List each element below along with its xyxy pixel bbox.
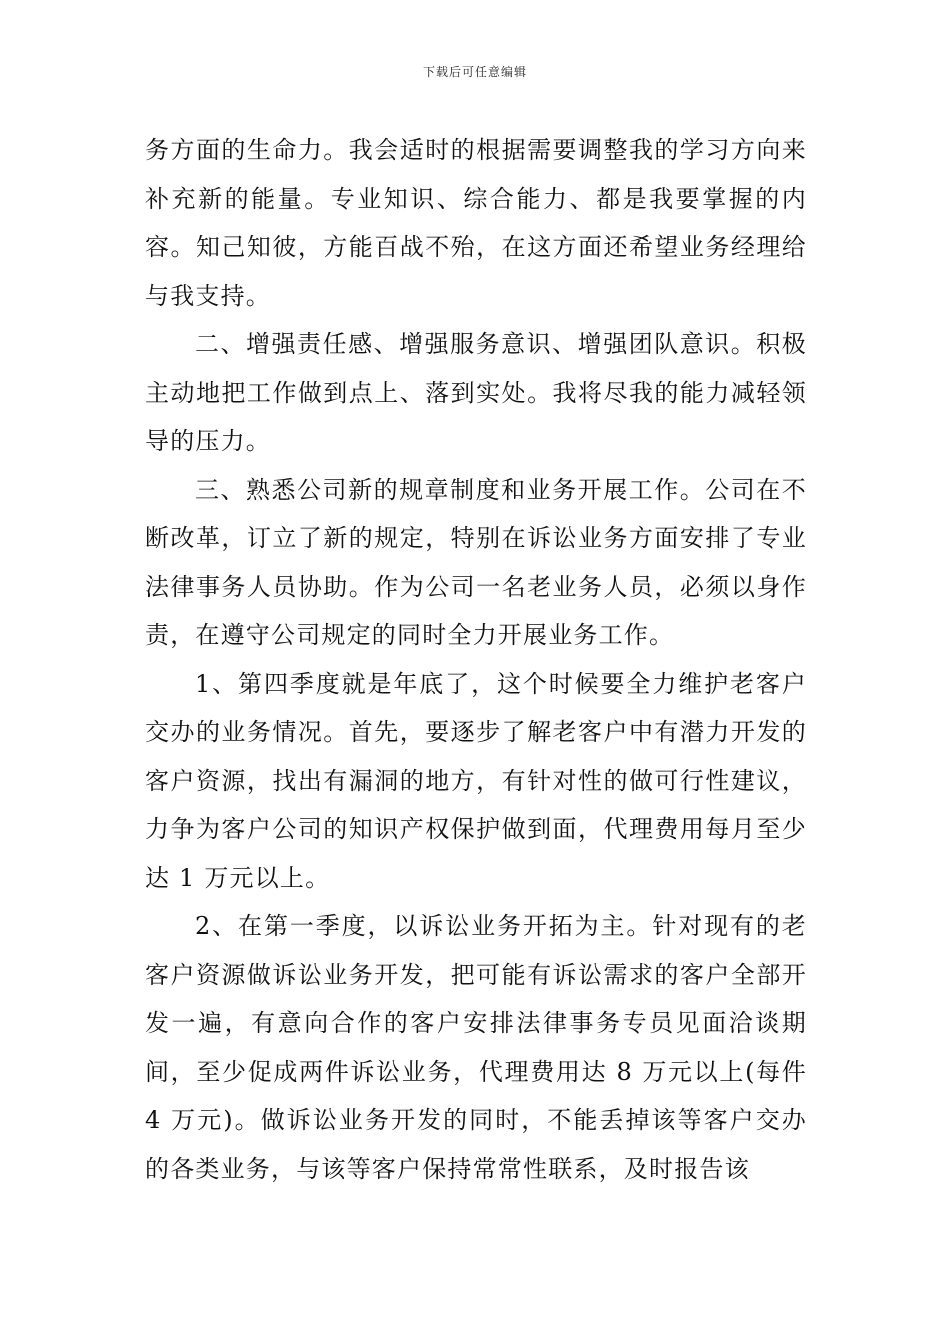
document-body	[145, 126, 807, 1193]
page-header-note: 下载后可任意编辑	[422, 65, 527, 79]
paragraph-item-two: 2、在第一季度，以诉讼业务开拓为主。针对现有的老客户资源做诉讼业务开发，把可能有诉讼需求的客户全部开发一遍，有意向合作的客户安排法律事务专员见面洽谈期间，至少促成两件诉讼业务，代理费用达 8 万元以上(每件 4 万元)。做诉讼业务开发的同时，不能丢掉该等客户交办的各类业务，与该等客户保持常常性联系，及时报告该	[145, 912, 807, 1183]
paragraph-section-two: 二、增强责任感、增强服务意识、增强团队意识。积极主动地把工作做到点上、落到实处。我将尽我的能力减轻领导的压力。	[145, 330, 807, 455]
paragraph-section-three: 三、熟悉公司新的规章制度和业务开展工作。公司在不断改革，订立了新的规定，特别在诉讼业务方面安排了专业法律事务人员协助。作为公司一名老业务人员，必须以身作责，在遵守公司规定的同时全力开展业务工作。	[145, 475, 807, 649]
paragraph-item-one: 1、第四季度就是年底了，这个时候要全力维护老客户交办的业务情况。首先，要逐步了解老客户中有潜力开发的客户资源，找出有漏洞的地方，有针对性的做可行性建议，力争为客户公司的知识产权保护做到面，代理费用每月至少达 1 万元以上。	[145, 669, 807, 892]
paragraph-continuation: 务方面的生命力。我会适时的根据需要调整我的学习方向来补充新的能量。专业知识、综合能力、都是我要掌握的内容。知己知彼，方能百战不殆，在这方面还希望业务经理给与我支持。	[145, 136, 807, 310]
